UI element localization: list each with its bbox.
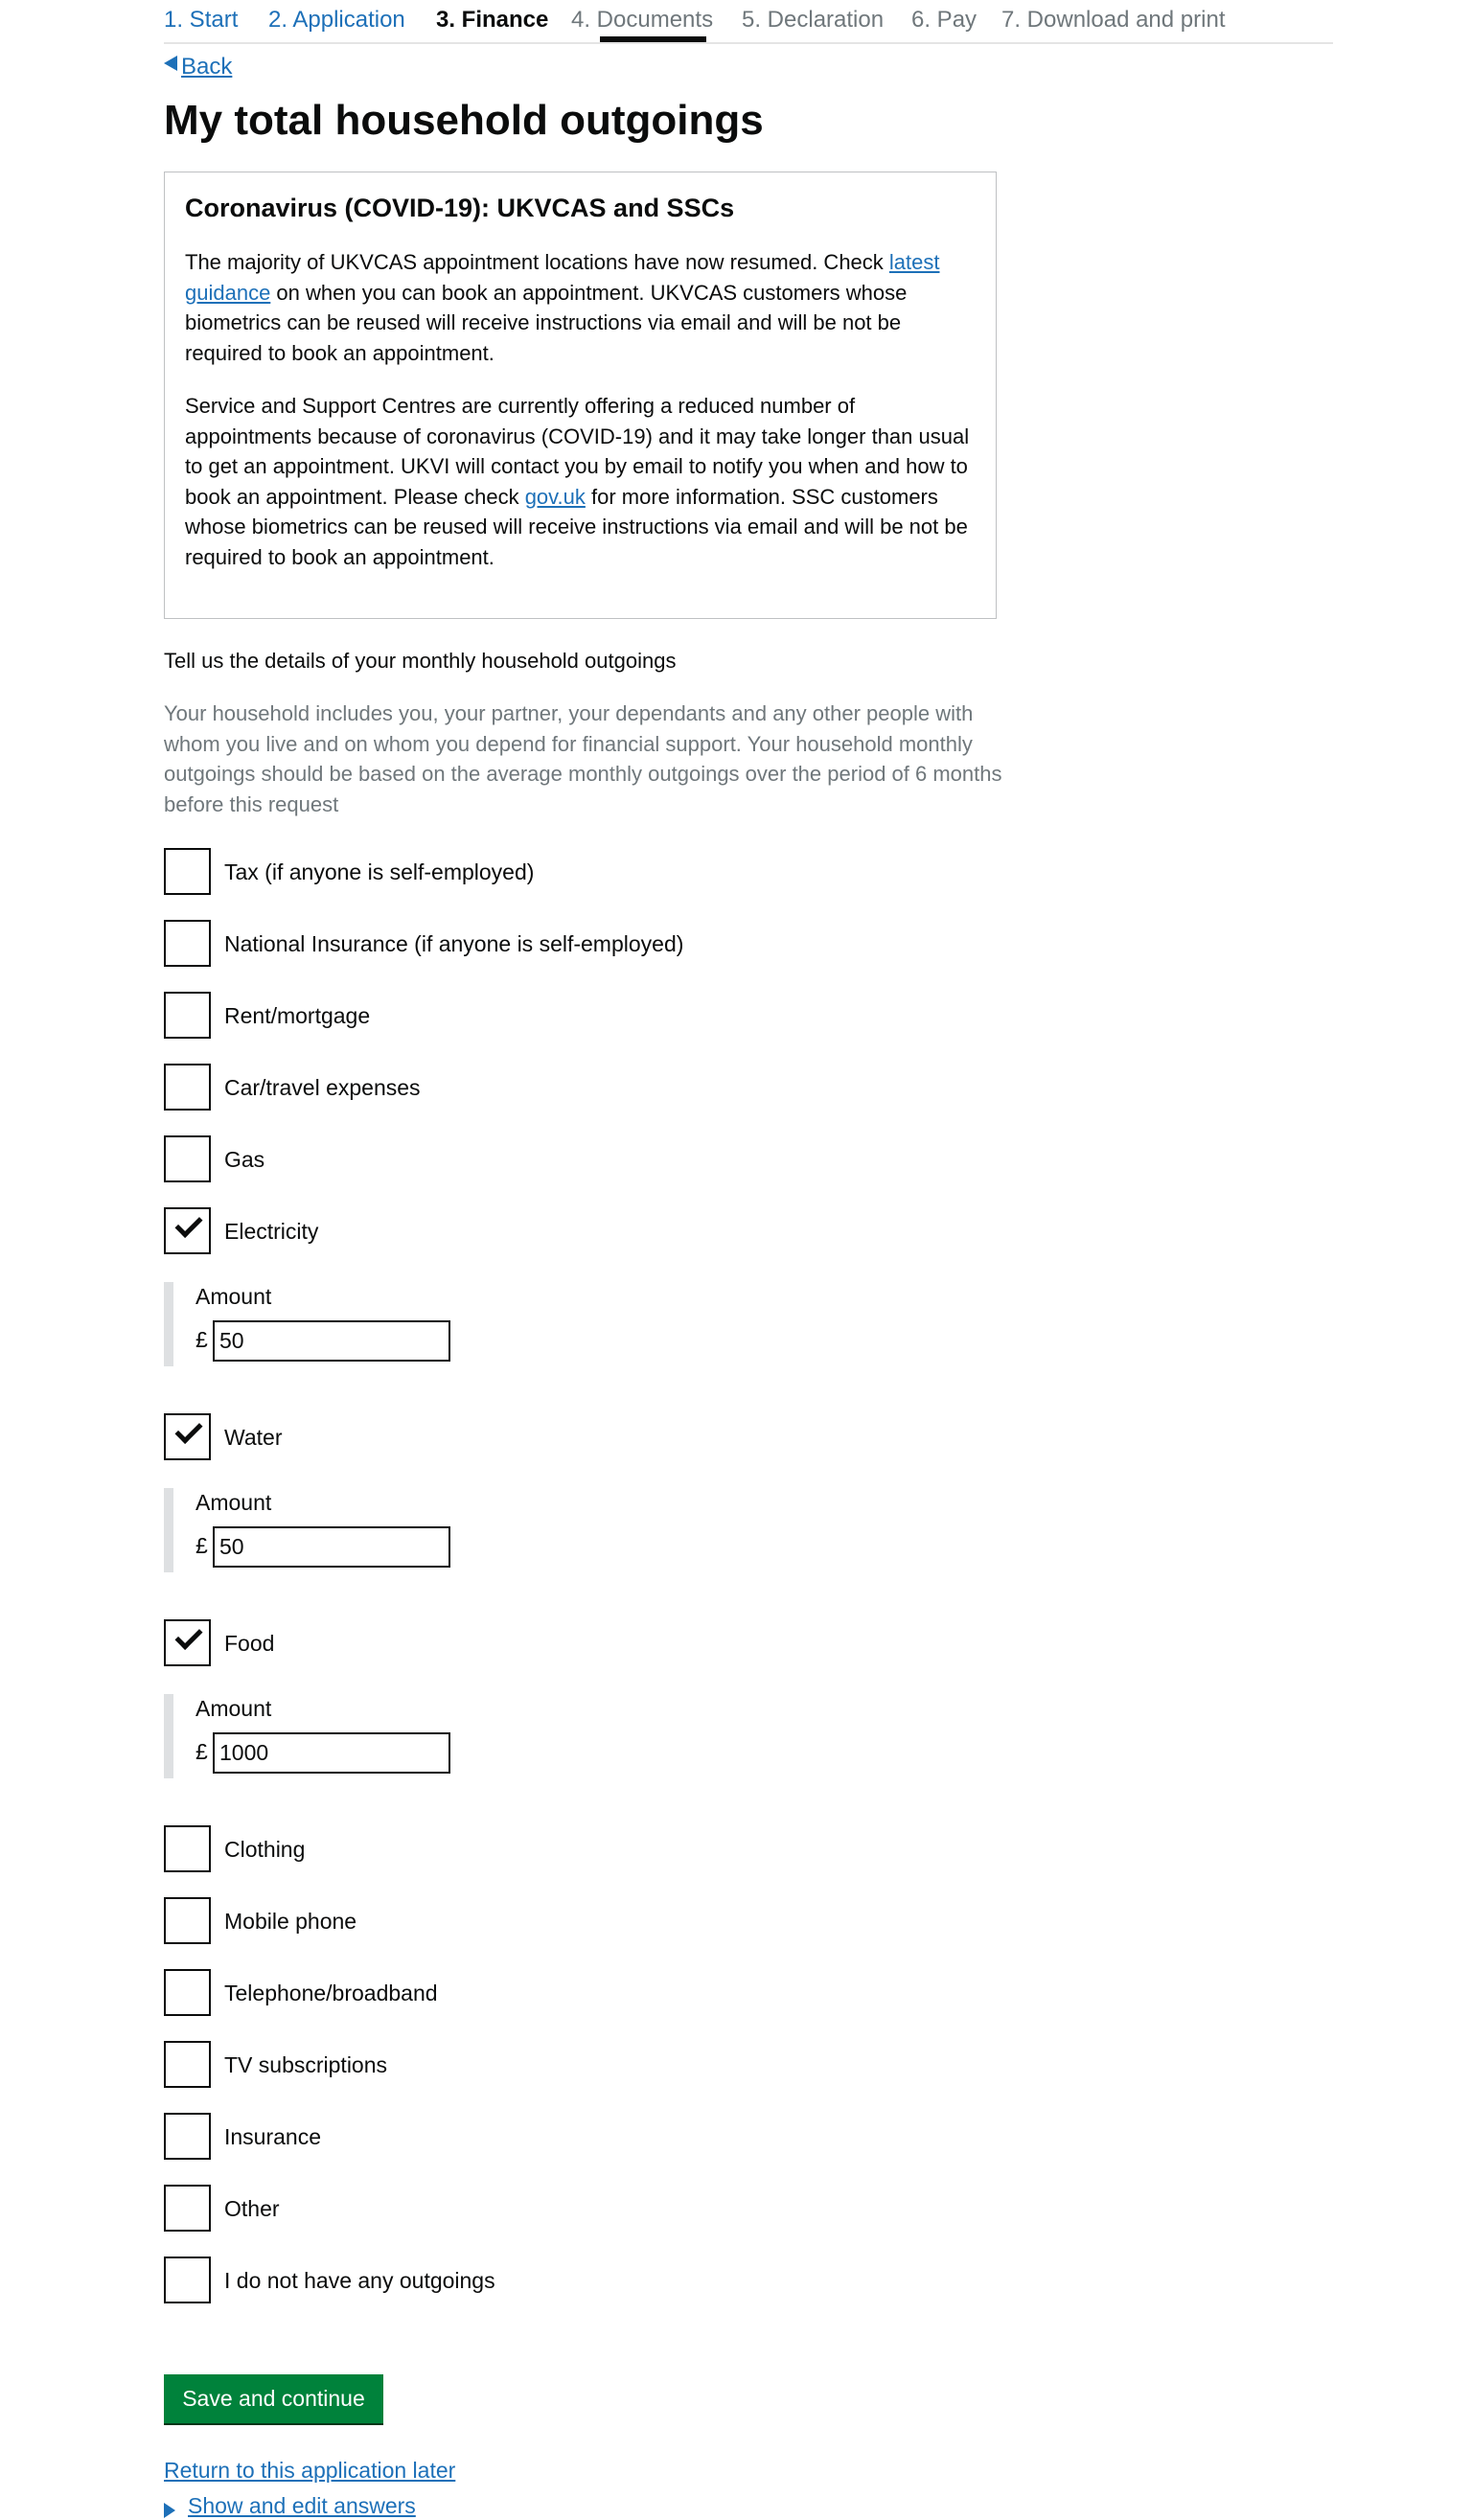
checkbox-box[interactable] [164,2113,211,2160]
checkbox-box[interactable] [164,2257,211,2303]
water-amount-input[interactable] [213,1526,450,1568]
checkbox-box[interactable] [164,848,211,895]
amount-label: Amount [196,1284,272,1309]
electricity-amount-input[interactable] [213,1320,450,1362]
latest-guidance-link[interactable]: latest guidance [185,250,940,305]
question-legend: Tell us the details of your monthly household outgoings [164,649,677,673]
checkbox-label: Food [224,1631,275,1656]
checkbox-label: Electricity [224,1219,319,1244]
checkbox-box[interactable] [164,2041,211,2088]
checkbox-label: Water [224,1425,283,1450]
checkbox-box[interactable] [164,1969,211,2016]
question-hint: Your household includes you, your partner, your dependants and any other people with whom you live and on whom you depend for financial support. Your household monthly outgoings should be based on the average monthly outgoings over the period of 6 months before this request [164,701,1002,816]
checkbox-gas[interactable] [164,1135,835,1183]
checkmark-icon [175,1210,203,1238]
checkbox-box[interactable] [164,1825,211,1872]
checkbox-box[interactable] [164,2185,211,2232]
current-step-indicator [600,36,706,42]
conditional-bar [164,1282,173,1366]
checkbox-box[interactable] [164,1413,211,1460]
checkbox-clothing[interactable] [164,1825,835,1873]
water-amount-panel [164,1488,547,1572]
electricity-amount-panel [164,1282,547,1366]
step-start-link[interactable]: 1. Start [164,7,239,33]
checkbox-mobile-phone[interactable] [164,1897,835,1945]
checkbox-label: Car/travel expenses [224,1075,421,1100]
checkbox-label: Telephone/broadband [224,1981,438,2005]
checkbox-tax[interactable] [164,848,835,896]
conditional-bar [164,1488,173,1572]
back-link-label: Back [181,54,233,80]
conditional-bar [164,1694,173,1778]
covid-notice-panel [164,172,997,619]
notice-paragraph-ukvcas: The majority of UKVCAS appointment locations have now resumed. Check latest guidance on when you can book an appointment. UKVCAS customers whose biometrics can be reused will receive instructions via email and will be not be required to book an appointment. [185,250,940,365]
checkbox-other[interactable] [164,2185,835,2233]
save-and-continue-button[interactable]: Save and continue [164,2374,383,2423]
show-and-edit-answers-link[interactable]: Show and edit answers [188,2493,416,2518]
checkbox-label: Rent/mortgage [224,1003,371,1028]
return-later-link[interactable]: Return to this application later [164,2458,456,2483]
checkbox-label: Other [224,2196,280,2221]
checkbox-telephone-broadband[interactable] [164,1969,835,2017]
amount-label: Amount [196,1490,272,1515]
checkbox-box[interactable] [164,920,211,967]
checkbox-no-outgoings[interactable] [164,2257,835,2304]
step-navigation [164,0,1333,44]
checkbox-car-travel[interactable] [164,1064,835,1111]
currency-symbol: £ [196,1739,208,1764]
page-title: My total household outgoings [164,97,764,144]
checkbox-box[interactable] [164,1207,211,1254]
notice-title: Coronavirus (COVID-19): UKVCAS and SSCs [185,194,735,222]
amount-label: Amount [196,1696,272,1721]
checkbox-label: National Insurance (if anyone is self-employed) [224,931,684,956]
step-declaration: 5. Declaration [742,7,885,33]
food-amount-panel [164,1694,547,1778]
show-answers-details[interactable] [164,2493,547,2519]
checkmark-icon [175,1622,203,1650]
step-download-and-print: 7. Download and print [1001,7,1226,33]
food-amount-input[interactable] [213,1732,450,1774]
step-pay: 6. Pay [911,7,978,33]
checkbox-box[interactable] [164,1619,211,1666]
notice-paragraph-ssc: Service and Support Centres are currently offering a reduced number of appointments because of coronavirus (COVID-19) and it may take longer than usual to get an appointment. UKVI will contact you by email to notify you when and how to book an appointment. Please check gov.uk for more information. SSC customers whose biometrics can be reused will receive instructions via email and will be not be required to book an appointment. [185,394,970,569]
checkbox-national-insurance[interactable] [164,920,835,968]
checkbox-water[interactable] [164,1413,835,1461]
checkbox-label: Gas [224,1147,265,1172]
disclosure-triangle-icon [164,2503,175,2518]
checkbox-label: TV subscriptions [224,2052,388,2077]
checkbox-box[interactable] [164,1135,211,1182]
checkbox-insurance[interactable] [164,2113,835,2161]
checkbox-rent-mortgage[interactable] [164,992,835,1040]
checkbox-label: Mobile phone [224,1909,357,1934]
checkbox-box[interactable] [164,1064,211,1111]
checkmark-icon [175,1416,203,1444]
step-finance-current: 3. Finance [436,7,549,33]
step-documents: 4. Documents [571,7,714,33]
checkbox-label: Tax (if anyone is self-employed) [224,859,535,884]
currency-symbol: £ [196,1533,208,1558]
back-arrow-icon [164,56,177,71]
checkbox-box[interactable] [164,1897,211,1944]
checkbox-tv-subscriptions[interactable] [164,2041,835,2089]
checkbox-label: Clothing [224,1837,306,1862]
checkbox-box[interactable] [164,992,211,1039]
checkbox-food[interactable] [164,1619,835,1667]
back-link[interactable] [164,53,232,81]
step-application-link[interactable]: 2. Application [268,7,405,33]
checkbox-electricity[interactable] [164,1207,835,1255]
currency-symbol: £ [196,1327,208,1352]
checkbox-label: I do not have any outgoings [224,2268,495,2293]
checkbox-label: Insurance [224,2124,322,2149]
gov-uk-link[interactable]: gov.uk [524,484,586,509]
